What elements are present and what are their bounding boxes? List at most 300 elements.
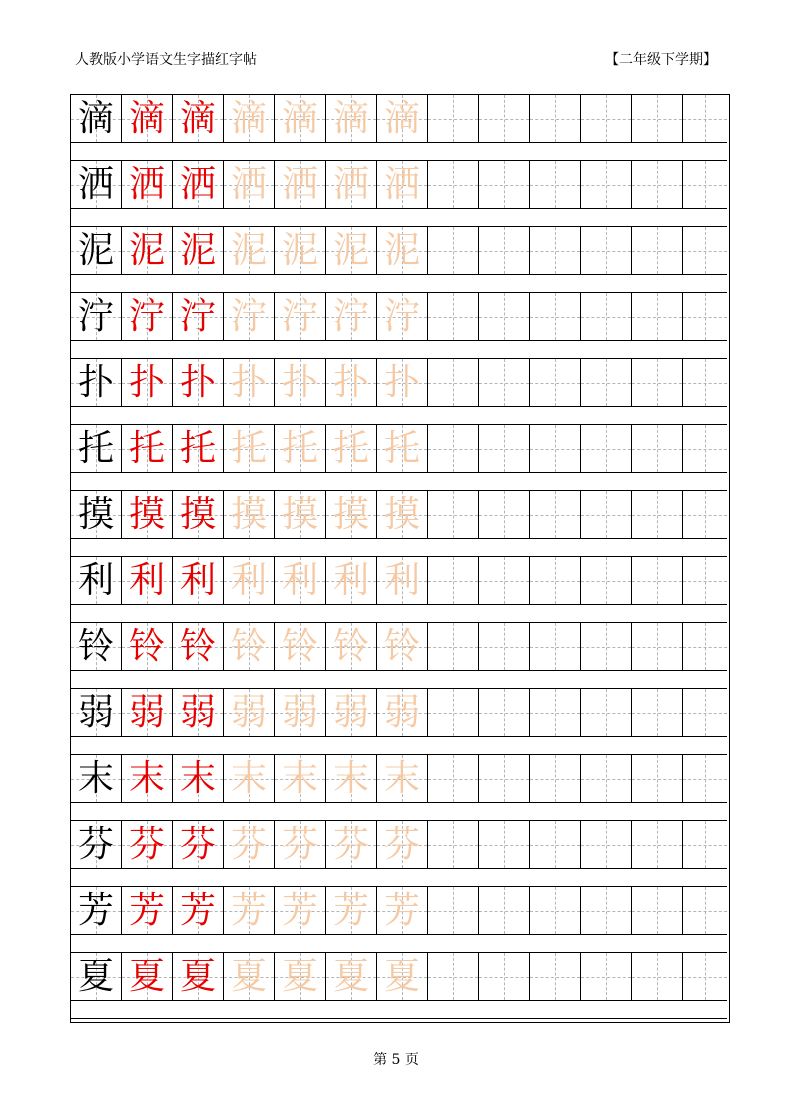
blank-grid-cell	[479, 821, 530, 869]
trace-character: 泥	[383, 229, 420, 271]
trace-character: 泥	[332, 229, 369, 271]
horizontal-guide-line	[632, 911, 682, 912]
red-character: 芬	[128, 823, 165, 865]
horizontal-guide-line	[632, 779, 682, 780]
blank-grid-cell	[581, 821, 632, 869]
horizontal-guide-line	[479, 317, 529, 318]
model-character: 泥	[77, 229, 114, 271]
model-char-cell	[71, 953, 122, 1001]
blank-grid-cell	[581, 755, 632, 803]
horizontal-guide-line	[479, 383, 529, 384]
model-character: 铃	[77, 625, 114, 667]
blank-grid-cell	[632, 689, 683, 737]
trace-char-cell	[326, 491, 377, 539]
blank-grid-cell	[581, 953, 632, 1001]
model-char-cell	[71, 821, 122, 869]
practice-row	[71, 491, 731, 557]
horizontal-guide-line	[683, 251, 727, 252]
red-char-cell	[173, 953, 224, 1001]
horizontal-guide-line	[581, 251, 631, 252]
blank-grid-cell	[428, 557, 479, 605]
blank-grid-cell	[479, 623, 530, 671]
horizontal-guide-line	[581, 779, 631, 780]
red-char-cell	[173, 821, 224, 869]
blank-grid-cell	[683, 953, 727, 1001]
horizontal-guide-line	[530, 581, 580, 582]
blank-grid-cell	[479, 689, 530, 737]
red-char-cell	[173, 887, 224, 935]
row-spacer	[71, 803, 727, 821]
horizontal-guide-line	[479, 977, 529, 978]
trace-character: 滴	[230, 97, 267, 139]
trace-char-cell	[275, 491, 326, 539]
horizontal-guide-line	[530, 515, 580, 516]
grade-label: 【二年级下学期】	[605, 52, 717, 68]
model-character: 滴	[77, 97, 114, 139]
horizontal-guide-line	[632, 647, 682, 648]
horizontal-guide-line	[581, 845, 631, 846]
horizontal-guide-line	[632, 845, 682, 846]
horizontal-guide-line	[479, 647, 529, 648]
horizontal-guide-line	[581, 119, 631, 120]
horizontal-guide-line	[428, 581, 478, 582]
trace-character: 末	[332, 757, 369, 799]
blank-grid-cell	[632, 821, 683, 869]
red-character: 泥	[179, 229, 216, 271]
trace-character: 泥	[230, 229, 267, 271]
red-character: 泥	[128, 229, 165, 271]
horizontal-guide-line	[479, 515, 529, 516]
horizontal-guide-line	[683, 845, 727, 846]
blank-grid-cell	[683, 95, 727, 143]
model-character: 夏	[77, 955, 114, 997]
blank-grid-cell	[530, 491, 581, 539]
red-char-cell	[122, 491, 173, 539]
red-char-cell	[122, 953, 173, 1001]
blank-grid-cell	[428, 227, 479, 275]
blank-grid-cell	[632, 755, 683, 803]
horizontal-guide-line	[428, 779, 478, 780]
horizontal-guide-line	[479, 581, 529, 582]
practice-row	[71, 623, 731, 689]
blank-grid-cell	[632, 359, 683, 407]
trace-character: 泥	[281, 229, 318, 271]
blank-grid-cell	[683, 161, 727, 209]
row-spacer	[71, 935, 727, 953]
trace-char-cell	[224, 821, 275, 869]
trace-character: 泞	[383, 295, 420, 337]
trace-character: 芳	[230, 889, 267, 931]
trace-char-cell	[377, 821, 428, 869]
trace-character: 托	[383, 427, 420, 469]
red-char-cell	[173, 557, 224, 605]
red-character: 弱	[179, 691, 216, 733]
horizontal-guide-line	[428, 713, 478, 714]
row-spacer	[71, 737, 727, 755]
horizontal-guide-line	[530, 185, 580, 186]
trace-character: 托	[230, 427, 267, 469]
row-spacer	[71, 407, 727, 425]
practice-row	[71, 821, 731, 887]
red-char-cell	[122, 755, 173, 803]
red-character: 弱	[128, 691, 165, 733]
blank-grid-cell	[428, 953, 479, 1001]
blank-grid-cell	[581, 623, 632, 671]
model-char-cell	[71, 689, 122, 737]
blank-grid-cell	[479, 491, 530, 539]
trace-character: 扑	[230, 361, 267, 403]
practice-row	[71, 359, 731, 425]
blank-grid-cell	[683, 293, 727, 341]
trace-char-cell	[326, 293, 377, 341]
model-char-cell	[71, 293, 122, 341]
model-char-cell	[71, 161, 122, 209]
trace-character: 滴	[332, 97, 369, 139]
blank-grid-cell	[428, 359, 479, 407]
horizontal-guide-line	[581, 713, 631, 714]
row-spacer	[71, 1001, 727, 1019]
blank-grid-cell	[530, 557, 581, 605]
trace-character: 摸	[332, 493, 369, 535]
workbook-title: 人教版小学语文生字描红字帖	[75, 52, 257, 68]
model-character: 泞	[77, 295, 114, 337]
model-char-cell	[71, 557, 122, 605]
blank-grid-cell	[683, 887, 727, 935]
red-character: 扑	[179, 361, 216, 403]
red-character: 夏	[179, 955, 216, 997]
trace-character: 铃	[383, 625, 420, 667]
red-character: 泞	[179, 295, 216, 337]
red-character: 洒	[179, 163, 216, 205]
blank-grid-cell	[530, 293, 581, 341]
horizontal-guide-line	[632, 581, 682, 582]
blank-grid-cell	[479, 425, 530, 473]
practice-row	[71, 953, 731, 1019]
red-char-cell	[122, 161, 173, 209]
blank-grid-cell	[428, 755, 479, 803]
horizontal-guide-line	[428, 449, 478, 450]
horizontal-guide-line	[530, 779, 580, 780]
horizontal-guide-line	[581, 911, 631, 912]
red-char-cell	[122, 887, 173, 935]
blank-grid-cell	[428, 95, 479, 143]
trace-character: 泞	[230, 295, 267, 337]
trace-char-cell	[224, 953, 275, 1001]
trace-character: 扑	[281, 361, 318, 403]
trace-character: 洒	[281, 163, 318, 205]
red-character: 芳	[179, 889, 216, 931]
horizontal-guide-line	[530, 647, 580, 648]
red-character: 泞	[128, 295, 165, 337]
blank-grid-cell	[581, 689, 632, 737]
row-spacer	[71, 869, 727, 887]
red-character: 摸	[179, 493, 216, 535]
horizontal-guide-line	[683, 119, 727, 120]
horizontal-guide-line	[428, 515, 478, 516]
trace-character: 芬	[230, 823, 267, 865]
trace-char-cell	[377, 689, 428, 737]
horizontal-guide-line	[428, 911, 478, 912]
trace-char-cell	[275, 689, 326, 737]
horizontal-guide-line	[530, 383, 580, 384]
horizontal-guide-line	[428, 251, 478, 252]
horizontal-guide-line	[632, 251, 682, 252]
blank-grid-cell	[428, 293, 479, 341]
trace-char-cell	[326, 821, 377, 869]
blank-grid-cell	[683, 821, 727, 869]
horizontal-guide-line	[683, 713, 727, 714]
horizontal-guide-line	[530, 845, 580, 846]
trace-char-cell	[275, 425, 326, 473]
blank-grid-cell	[530, 689, 581, 737]
trace-char-cell	[377, 755, 428, 803]
trace-char-cell	[224, 557, 275, 605]
horizontal-guide-line	[581, 185, 631, 186]
trace-char-cell	[326, 557, 377, 605]
blank-grid-cell	[581, 491, 632, 539]
red-char-cell	[122, 293, 173, 341]
horizontal-guide-line	[632, 185, 682, 186]
trace-character: 泞	[281, 295, 318, 337]
trace-char-cell	[275, 293, 326, 341]
blank-grid-cell	[530, 953, 581, 1001]
blank-grid-cell	[530, 887, 581, 935]
red-character: 托	[179, 427, 216, 469]
horizontal-guide-line	[428, 383, 478, 384]
trace-character: 洒	[332, 163, 369, 205]
trace-character: 滴	[281, 97, 318, 139]
red-char-cell	[122, 227, 173, 275]
horizontal-guide-line	[479, 779, 529, 780]
blank-grid-cell	[632, 293, 683, 341]
blank-grid-cell	[581, 227, 632, 275]
red-char-cell	[122, 557, 173, 605]
red-character: 扑	[128, 361, 165, 403]
model-character: 洒	[77, 163, 114, 205]
horizontal-guide-line	[581, 515, 631, 516]
trace-char-cell	[377, 623, 428, 671]
blank-grid-cell	[428, 161, 479, 209]
horizontal-guide-line	[428, 977, 478, 978]
horizontal-guide-line	[530, 251, 580, 252]
horizontal-guide-line	[632, 317, 682, 318]
model-character: 利	[77, 559, 114, 601]
trace-char-cell	[224, 161, 275, 209]
trace-character: 弱	[230, 691, 267, 733]
red-char-cell	[173, 491, 224, 539]
trace-character: 摸	[383, 493, 420, 535]
practice-grid	[70, 94, 730, 1023]
blank-grid-cell	[530, 359, 581, 407]
trace-character: 利	[230, 559, 267, 601]
trace-character: 末	[383, 757, 420, 799]
trace-character: 洒	[383, 163, 420, 205]
blank-grid-cell	[479, 953, 530, 1001]
horizontal-guide-line	[581, 317, 631, 318]
model-character: 末	[77, 757, 114, 799]
red-char-cell	[173, 425, 224, 473]
horizontal-guide-line	[632, 515, 682, 516]
trace-character: 芳	[332, 889, 369, 931]
blank-grid-cell	[683, 359, 727, 407]
trace-character: 铃	[230, 625, 267, 667]
trace-char-cell	[224, 359, 275, 407]
row-spacer	[71, 209, 727, 227]
model-char-cell	[71, 359, 122, 407]
trace-character: 扑	[383, 361, 420, 403]
horizontal-guide-line	[479, 119, 529, 120]
blank-grid-cell	[530, 821, 581, 869]
horizontal-guide-line	[581, 647, 631, 648]
trace-char-cell	[224, 425, 275, 473]
trace-char-cell	[326, 161, 377, 209]
blank-grid-cell	[479, 755, 530, 803]
trace-char-cell	[224, 887, 275, 935]
red-char-cell	[173, 359, 224, 407]
red-char-cell	[122, 95, 173, 143]
horizontal-guide-line	[581, 383, 631, 384]
red-character: 滴	[128, 97, 165, 139]
horizontal-guide-line	[632, 383, 682, 384]
horizontal-guide-line	[683, 647, 727, 648]
trace-char-cell	[224, 491, 275, 539]
trace-character: 铃	[332, 625, 369, 667]
trace-char-cell	[224, 689, 275, 737]
horizontal-guide-line	[530, 119, 580, 120]
horizontal-guide-line	[683, 317, 727, 318]
trace-char-cell	[326, 887, 377, 935]
trace-character: 末	[281, 757, 318, 799]
page-number: 第 5 页	[373, 1052, 419, 1068]
blank-grid-cell	[530, 623, 581, 671]
trace-char-cell	[224, 623, 275, 671]
horizontal-guide-line	[632, 713, 682, 714]
blank-grid-cell	[428, 887, 479, 935]
blank-grid-cell	[530, 161, 581, 209]
red-char-cell	[122, 425, 173, 473]
blank-grid-cell	[581, 425, 632, 473]
trace-character: 夏	[332, 955, 369, 997]
trace-char-cell	[326, 359, 377, 407]
blank-grid-cell	[632, 161, 683, 209]
red-character: 利	[128, 559, 165, 601]
red-character: 芳	[128, 889, 165, 931]
horizontal-guide-line	[530, 713, 580, 714]
trace-character: 夏	[281, 955, 318, 997]
horizontal-guide-line	[428, 119, 478, 120]
trace-character: 芳	[383, 889, 420, 931]
blank-grid-cell	[683, 623, 727, 671]
trace-character: 末	[230, 757, 267, 799]
model-character: 扑	[77, 361, 114, 403]
blank-grid-cell	[428, 689, 479, 737]
practice-row	[71, 887, 731, 953]
trace-char-cell	[275, 755, 326, 803]
blank-grid-cell	[530, 755, 581, 803]
horizontal-guide-line	[683, 449, 727, 450]
blank-grid-cell	[428, 425, 479, 473]
blank-grid-cell	[632, 623, 683, 671]
red-character: 利	[179, 559, 216, 601]
trace-character: 扑	[332, 361, 369, 403]
trace-char-cell	[275, 623, 326, 671]
trace-character: 摸	[281, 493, 318, 535]
red-character: 末	[179, 757, 216, 799]
row-spacer	[71, 275, 727, 293]
blank-grid-cell	[530, 95, 581, 143]
trace-char-cell	[224, 755, 275, 803]
blank-grid-cell	[581, 161, 632, 209]
trace-character: 芬	[332, 823, 369, 865]
blank-grid-cell	[581, 95, 632, 143]
horizontal-guide-line	[581, 581, 631, 582]
red-character: 芬	[179, 823, 216, 865]
trace-character: 弱	[332, 691, 369, 733]
red-character: 末	[128, 757, 165, 799]
trace-char-cell	[377, 953, 428, 1001]
horizontal-guide-line	[683, 383, 727, 384]
red-char-cell	[173, 293, 224, 341]
blank-grid-cell	[479, 227, 530, 275]
practice-row	[71, 161, 731, 227]
trace-character: 利	[332, 559, 369, 601]
horizontal-guide-line	[683, 581, 727, 582]
horizontal-guide-line	[581, 977, 631, 978]
trace-character: 托	[332, 427, 369, 469]
model-char-cell	[71, 887, 122, 935]
red-character: 铃	[179, 625, 216, 667]
blank-grid-cell	[632, 95, 683, 143]
row-spacer	[71, 473, 727, 491]
trace-char-cell	[275, 887, 326, 935]
red-char-cell	[122, 689, 173, 737]
blank-grid-cell	[683, 425, 727, 473]
red-char-cell	[173, 227, 224, 275]
practice-row	[71, 755, 731, 821]
trace-character: 芬	[281, 823, 318, 865]
trace-character: 芳	[281, 889, 318, 931]
horizontal-guide-line	[479, 449, 529, 450]
red-char-cell	[122, 821, 173, 869]
model-char-cell	[71, 491, 122, 539]
horizontal-guide-line	[632, 449, 682, 450]
horizontal-guide-line	[683, 779, 727, 780]
trace-character: 弱	[281, 691, 318, 733]
horizontal-guide-line	[428, 317, 478, 318]
blank-grid-cell	[632, 227, 683, 275]
trace-character: 托	[281, 427, 318, 469]
model-char-cell	[71, 227, 122, 275]
trace-char-cell	[224, 227, 275, 275]
blank-grid-cell	[632, 491, 683, 539]
blank-grid-cell	[479, 557, 530, 605]
blank-grid-cell	[530, 425, 581, 473]
model-character: 托	[77, 427, 114, 469]
trace-character: 夏	[383, 955, 420, 997]
red-char-cell	[173, 689, 224, 737]
practice-row	[71, 557, 731, 623]
trace-char-cell	[326, 227, 377, 275]
red-char-cell	[173, 95, 224, 143]
blank-grid-cell	[683, 491, 727, 539]
trace-character: 铃	[281, 625, 318, 667]
blank-grid-cell	[683, 689, 727, 737]
red-character: 滴	[179, 97, 216, 139]
trace-character: 滴	[383, 97, 420, 139]
blank-grid-cell	[632, 425, 683, 473]
trace-char-cell	[275, 953, 326, 1001]
blank-grid-cell	[428, 821, 479, 869]
